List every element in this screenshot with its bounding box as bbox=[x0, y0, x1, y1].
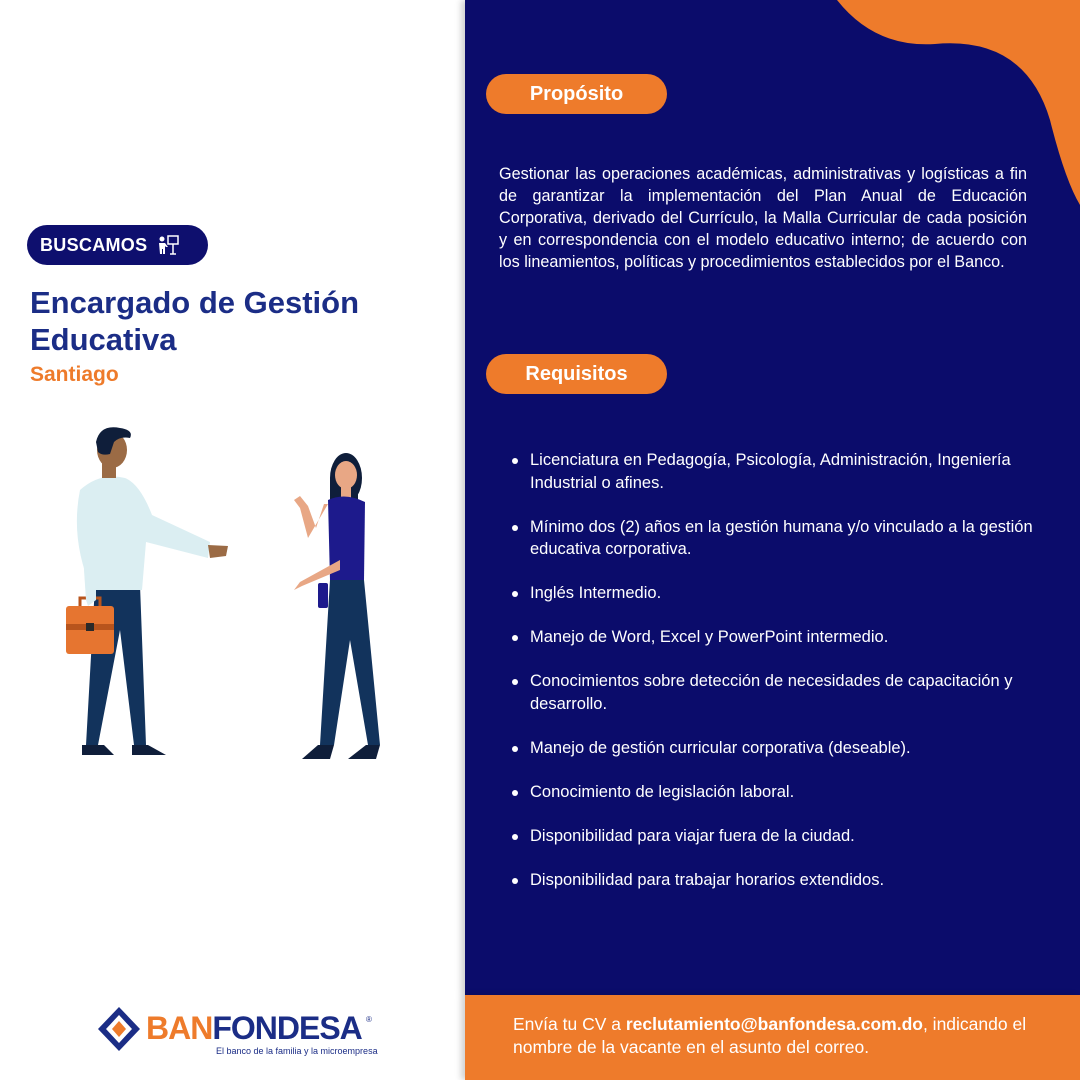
apply-message bbox=[513, 1013, 1053, 1059]
buscamos-badge bbox=[27, 225, 208, 265]
requirement-text: Disponibilidad para viajar fuera de la ciudad. bbox=[530, 826, 855, 845]
list-item bbox=[530, 737, 1040, 760]
logo-tagline: El banco de la familia y la microempresa bbox=[216, 1046, 378, 1056]
requirement-text: Conocimientos sobre detección de necesidades de capacitación y desarrollo. bbox=[530, 672, 1013, 713]
two-people-meeting-illustration bbox=[40, 420, 440, 770]
requirement-text: Conocimiento de legislación laboral. bbox=[530, 782, 795, 801]
apply-suffix: , indicando el nombre de la vacante en el asunto del correo. bbox=[513, 1014, 1027, 1057]
bullet-icon bbox=[512, 458, 518, 464]
list-item bbox=[530, 825, 1040, 848]
requirement-text: Mínimo dos (2) años en la gestión humana y/o vinculado a la gestión educativa corporativa. bbox=[530, 517, 1033, 558]
logo-wordmark-fondesa: FONDESA bbox=[212, 1010, 362, 1046]
details-panel bbox=[465, 0, 1080, 995]
list-item bbox=[530, 449, 1040, 494]
list-item bbox=[530, 869, 1040, 892]
purpose-text: Gestionar las operaciones académicas, administrativas y logísticas a fin de garantizar la implementación del Plan Anual de Educación Corporativa, derivado del Currículo, la Malla Curricular de cada posición y en correspondencia con el modelo educativo interno; de acuerdo con los lineamientos, políticas y procedimientos establecidos por el Banco. bbox=[499, 165, 1027, 271]
woman-figure bbox=[294, 453, 380, 759]
list-item bbox=[530, 626, 1040, 649]
job-title: Encargado de Gestión Educativa bbox=[30, 285, 360, 357]
job-location: Santiago bbox=[30, 363, 119, 386]
buscamos-label: BUSCAMOS bbox=[40, 234, 148, 255]
banfondesa-logo bbox=[96, 1005, 386, 1063]
requirement-text: Manejo de Word, Excel y PowerPoint intermedio. bbox=[530, 628, 889, 646]
list-item bbox=[530, 516, 1040, 561]
requirement-text: Licenciatura en Pedagogía, Psicología, Administración, Ingeniería Industrial o afines. bbox=[530, 451, 1011, 492]
requirement-text: Manejo de gestión curricular corporativa (deseable). bbox=[530, 738, 911, 757]
logo-registered: ® bbox=[366, 1015, 372, 1024]
bullet-icon bbox=[512, 525, 518, 531]
bullet-icon bbox=[512, 591, 518, 597]
logo-wordmark-ban: BAN bbox=[146, 1010, 213, 1046]
bullet-icon bbox=[512, 790, 518, 796]
apply-footer bbox=[465, 995, 1080, 1080]
requisitos-heading: Requisitos bbox=[486, 354, 667, 394]
email-link[interactable]: reclutamiento@banfondesa.com.do bbox=[625, 1014, 923, 1034]
proposito-heading: Propósito bbox=[486, 74, 667, 114]
bullet-icon bbox=[512, 635, 518, 641]
logo-wordmark bbox=[146, 1011, 362, 1045]
man-figure bbox=[66, 427, 228, 755]
requirement-text: Inglés Intermedio. bbox=[530, 584, 662, 602]
teacher-icon bbox=[157, 234, 179, 256]
list-item bbox=[530, 582, 1040, 605]
list-item bbox=[530, 670, 1040, 715]
banfondesa-logo-icon bbox=[96, 1005, 142, 1055]
apply-prefix: Envía tu CV a bbox=[513, 1014, 626, 1034]
requirement-text: Disponibilidad para trabajar horarios extendidos. bbox=[530, 870, 885, 889]
list-item bbox=[530, 781, 1040, 804]
requirements-list bbox=[530, 449, 1040, 913]
bullet-icon bbox=[512, 878, 518, 884]
bullet-icon bbox=[512, 679, 518, 685]
bullet-icon bbox=[512, 834, 518, 840]
bullet-icon bbox=[512, 746, 518, 752]
